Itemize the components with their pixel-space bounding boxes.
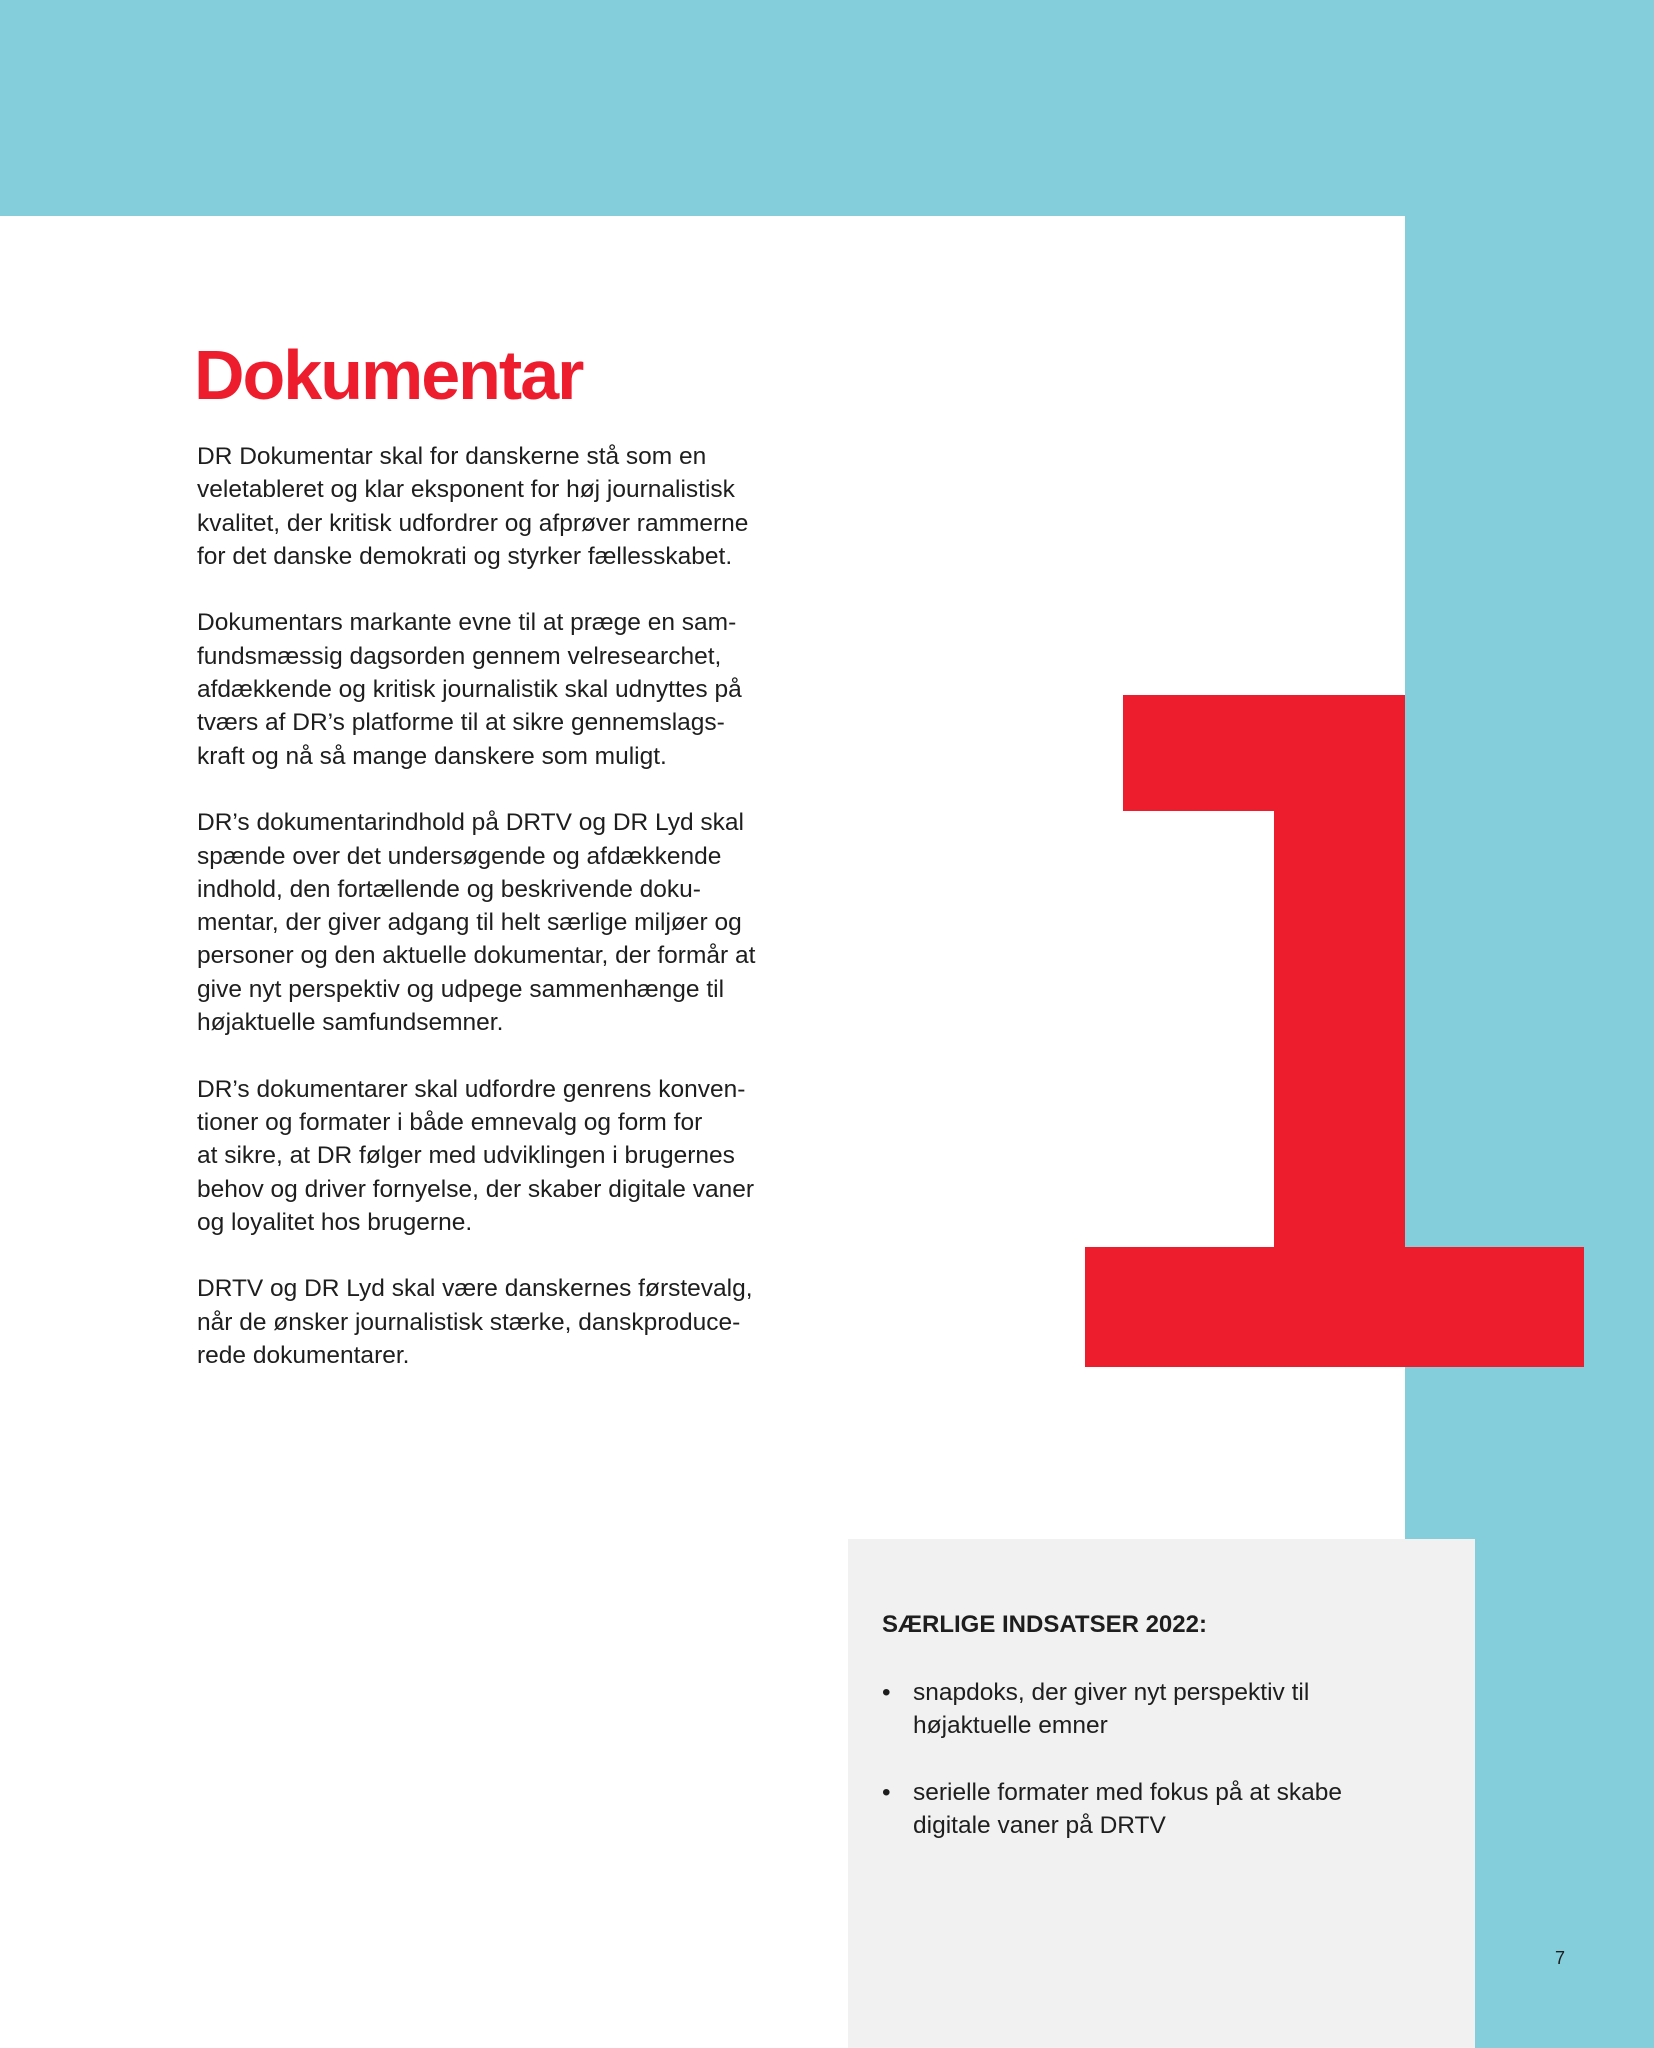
page-number: 7	[1555, 1948, 1566, 1968]
text-line: Dokumentars markante evne til at præge en sam-	[197, 609, 737, 637]
bullet-icon: •	[882, 1679, 891, 1706]
text-line: højaktuelle samfundsemner.	[197, 1009, 504, 1037]
text-line: DR Dokumentar skal for danskerne stå som en	[197, 443, 707, 470]
text-line: og loyalitet hos brugerne.	[197, 1208, 473, 1236]
text-line: når de ønsker journalistisk stærke, danskproduce-	[197, 1308, 741, 1336]
text-line: DR’s dokumentarindhold på DRTV og DR Lyd skal	[197, 809, 744, 837]
text-line: fundsmæssig dagsorden gennem velresearchet,	[197, 642, 722, 670]
text-line: at sikre, at DR følger med udviklingen i brugernes	[197, 1142, 735, 1170]
list-item	[882, 1776, 1422, 1843]
text-line: tværs af DR’s platforme til at sikre gennemslags-	[197, 709, 725, 737]
paragraph	[197, 606, 822, 772]
text-line: DRTV og DR Lyd skal være danskernes førstevalg,	[197, 1275, 753, 1303]
text-line: spænde over det undersøgende og afdækkende	[197, 842, 722, 870]
text-line: indhold, den fortællende og beskrivende doku-	[197, 875, 701, 903]
paragraph	[197, 440, 822, 573]
paragraph	[197, 1073, 822, 1239]
list-item-line: højaktuelle emner	[913, 1712, 1108, 1740]
list-item-line: digitale vaner på DRTV	[913, 1812, 1166, 1840]
highlight-box-list	[882, 1676, 1422, 1876]
paragraph	[197, 806, 822, 1039]
list-item-line: snapdoks, der giver nyt perspektiv til	[913, 1679, 1310, 1706]
text-line: veletableret og klar eksponent for høj journalistisk	[197, 476, 735, 504]
text-line: for det danske demokrati og styrker fællesskabet.	[197, 542, 733, 570]
text-line: DR’s dokumentarer skal udfordre genrens konven-	[197, 1075, 746, 1103]
list-item-line: serielle formater med fokus på at skabe	[913, 1778, 1342, 1806]
text-line: kvalitet, der kritisk udfordrer og afprøver rammerne	[197, 509, 749, 537]
paragraph	[197, 1272, 822, 1372]
text-line: rede dokumentarer.	[197, 1342, 410, 1370]
page-title: Dokumentar	[194, 336, 583, 414]
body-text	[197, 440, 822, 1406]
text-line: behov og driver fornyelse, der skaber digitale vaner	[197, 1175, 755, 1203]
text-line: mentar, der giver adgang til helt særlige miljøer og	[197, 909, 742, 937]
text-line: kraft og nå så mange danskere som muligt.	[197, 742, 667, 770]
highlight-box-heading: SÆRLIGE INDSATSER 2022:	[882, 1611, 1207, 1638]
list-item	[882, 1676, 1422, 1743]
text-line: afdækkende og kritisk journalistik skal udnyttes på	[197, 676, 742, 704]
text-line: tioner og formater i både emnevalg og form for	[197, 1108, 703, 1136]
text-line: give nyt perspektiv og udpege sammenhænge til	[197, 975, 725, 1003]
bullet-icon: •	[882, 1778, 891, 1806]
text-line: personer og den aktuelle dokumentar, der formår at	[197, 942, 756, 970]
